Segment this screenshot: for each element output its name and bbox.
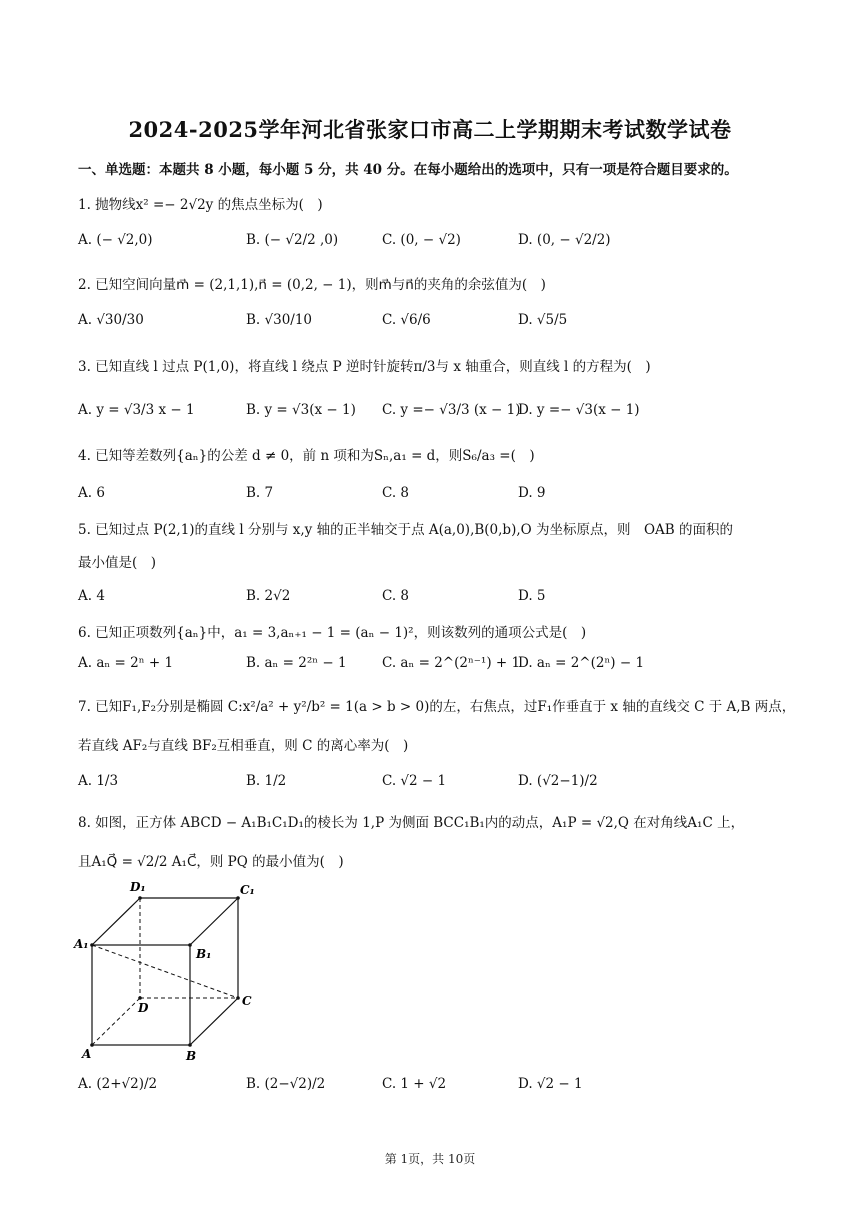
q6-option-d: D. aₙ = 2^(2ⁿ) − 1 (518, 655, 645, 671)
label-a1: A₁ (74, 937, 89, 951)
q1-option-a: A. (− √2,0) (78, 232, 153, 248)
front-face (92, 945, 190, 1045)
label-b1: B₁ (196, 947, 212, 961)
q8-option-d: D. √2 − 1 (518, 1076, 583, 1092)
q4-option-c: C. 8 (382, 485, 410, 501)
q3-option-c: C. y =− √3/3 (x − 1) (382, 402, 521, 418)
q5-option-b: B. 2√2 (246, 588, 291, 604)
q8-option-c: C. 1 + √2 (382, 1076, 447, 1092)
question-8-stem-line-1: 8. 如图，正方体 ABCD − A₁B₁C₁D₁的棱长为 1,P 为侧面 BCC₁B₁内的动点，A₁P = √2,Q 在对角线A₁C 上， (78, 815, 745, 831)
q2-option-b: B. √30/10 (246, 312, 313, 328)
question-5-stem-line-1: 5. 已知过点 P(2,1)的直线 l 分别与 x,y 轴的正半轴交于点 A(a,0),B(0,b),O 为坐标原点，则 OAB 的面积的 (78, 522, 734, 538)
page-title: 2024-2025学年河北省张家口市高二上学期期末考试数学试卷 (128, 117, 732, 142)
q5-option-c: C. 8 (382, 588, 410, 604)
question-7-stem-line-2: 若直线 AF₂与直线 BF₂互相垂直，则 C 的离心率为( ) (78, 738, 409, 754)
edge-a1-d1 (92, 898, 140, 945)
label-a: A (82, 1047, 92, 1061)
q4-option-a: A. 6 (78, 485, 105, 501)
q7-option-b: B. 1/2 (246, 773, 287, 789)
q6-option-b: B. aₙ = 2²ⁿ − 1 (246, 655, 347, 671)
q1-option-c: C. (0, − √2) (382, 232, 461, 248)
q8-option-a: A. (2+√2)/2 (78, 1076, 158, 1092)
section-heading: 一、单选题：本题共 8 小题，每小题 5 分，共 40 分。在每小题给出的选项中，只有一项是符合题目要求的。 (78, 162, 738, 178)
label-c: C (242, 994, 252, 1008)
q3-option-d: D. y =− √3(x − 1) (518, 402, 640, 418)
label-c1: C₁ (240, 883, 255, 897)
question-3-stem: 3. 已知直线 l 过点 P(1,0)，将直线 l 绕点 P 逆时针旋转π/3与 x 轴重合，则直线 l 的方程为( ) (78, 359, 651, 375)
edge-b-c (190, 998, 238, 1045)
q7-option-a: A. 1/3 (78, 773, 119, 789)
label-b: B (186, 1049, 197, 1063)
q5-option-d: D. 5 (518, 588, 546, 604)
cube-figure (72, 878, 272, 1068)
label-d: D (138, 1001, 149, 1015)
q4-option-d: D. 9 (518, 485, 546, 501)
q7-option-d: D. (√2−1)/2 (518, 773, 598, 789)
question-7-stem-line-1: 7. 已知F₁,F₂分别是椭圆 C:x²/a² + y²/b² = 1(a > b > 0)的左，右焦点，过F₁作垂直于 x 轴的直线交 C 于 A,B 两点， (78, 699, 796, 715)
q7-option-c: C. √2 − 1 (382, 773, 447, 789)
q5-option-a: A. 4 (78, 588, 105, 604)
q1-option-b: B. (− √2/2 ,0) (246, 232, 339, 248)
question-8-stem-line-2: 且A₁Q⃗ = √2/2 A₁C⃗，则 PQ 的最小值为( ) (78, 854, 344, 870)
q8-option-b: B. (2−√2)/2 (246, 1076, 326, 1092)
page-footer: 第 1页，共 10页 (384, 1152, 476, 1166)
question-4-stem: 4. 已知等差数列{aₙ}的公差 d ≠ 0，前 n 项和为Sₙ,a₁ = d，则S₆/a₃ =( ) (78, 448, 535, 464)
q2-option-d: D. √5/5 (518, 312, 568, 328)
question-5-stem-line-2: 最小值是( ) (78, 555, 157, 571)
q2-option-c: C. √6/6 (382, 312, 431, 328)
question-1-stem: 1. 抛物线x² =− 2√2y 的焦点坐标为( ) (78, 197, 323, 213)
q6-option-a: A. aₙ = 2ⁿ + 1 (78, 655, 174, 671)
q1-option-d: D. (0, − √2/2) (518, 232, 611, 248)
edge-b1-c1 (190, 898, 238, 945)
q3-option-a: A. y = √3/3 x − 1 (78, 402, 195, 418)
label-d1: D₁ (130, 880, 146, 894)
question-6-stem: 6. 已知正项数列{aₙ}中，a₁ = 3,aₙ₊₁ − 1 = (aₙ − 1)²，则该数列的通项公式是( ) (78, 625, 587, 641)
diagonal-a1-c (92, 945, 238, 998)
edge-a-d (92, 998, 140, 1045)
question-2-stem: 2. 已知空间向量m⃗ = (2,1,1),n⃗ = (0,2, − 1)，则m⃗与n⃗的夹角的余弦值为( ) (78, 277, 546, 293)
q4-option-b: B. 7 (246, 485, 274, 501)
q6-option-c: C. aₙ = 2^(2ⁿ⁻¹) + 1 (382, 655, 521, 671)
q2-option-a: A. √30/30 (78, 312, 144, 328)
q3-option-b: B. y = √3(x − 1) (246, 402, 356, 418)
